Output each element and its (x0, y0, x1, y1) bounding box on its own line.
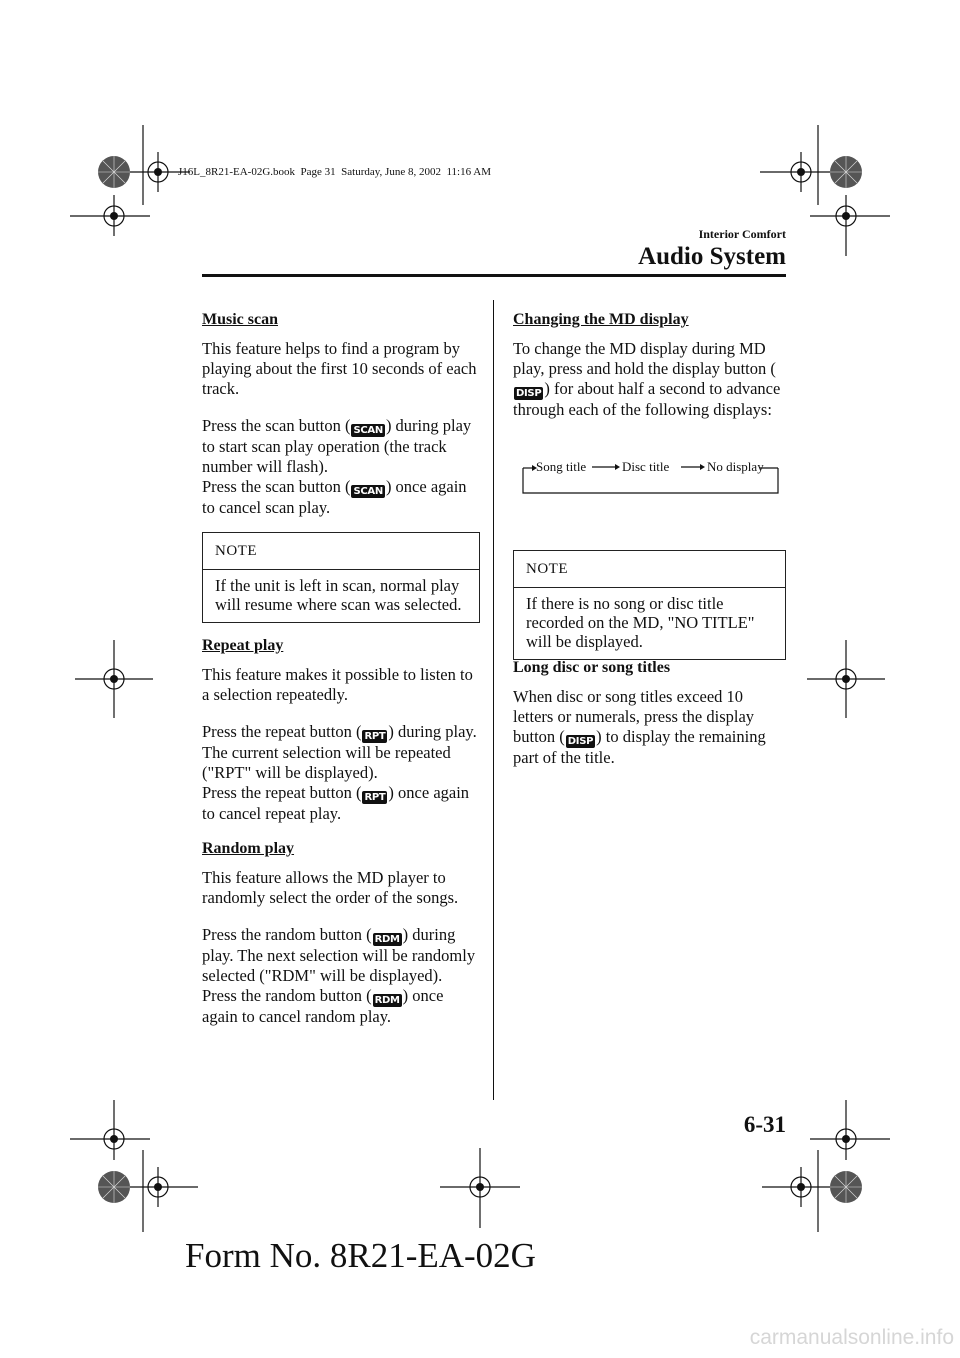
rpt-button-icon: RPT (364, 792, 386, 803)
long-titles-heading: Long disc or song titles (513, 659, 671, 676)
page-number: 6-31 (743, 1112, 786, 1137)
watermark: carmanualsonline.info (749, 1326, 954, 1349)
music-scan-intro: This feature helps to find a program by playing about the first 10 seconds of each track. (202, 339, 477, 398)
page-title: Audio System (638, 243, 786, 270)
left-column (202, 311, 480, 1027)
note-text: If the unit is left in scan, normal play will resume where scan was selected. (215, 576, 462, 614)
note-box-title (513, 550, 786, 660)
rpt-button-icon: RPT (364, 731, 386, 742)
column-divider (493, 300, 494, 1100)
repeat-play-intro: This feature makes it possible to listen to a selection repeatedly. (202, 665, 473, 704)
note-text: If there is no song or disc title recorded on the MD, "NO TITLE" will be displayed. (526, 594, 755, 651)
music-scan-instructions: Press the scan button ( SCAN ) during play to start scan play operation (the track number will flash). Press the scan button ( SCAN ) once again to cancel scan play. (202, 416, 472, 517)
disp-button-icon: DISP (567, 736, 594, 747)
form-number: Form No. 8R21-EA-02G (185, 1236, 536, 1275)
repeat-play-instructions: Press the repeat button ( RPT ) during play. The current selection will be repeated ("RPT" will be displayed). Press the repeat button ( RPT ) once again to cancel repeat play. (202, 722, 477, 823)
right-column (513, 311, 785, 420)
random-play-instructions: Press the random button ( RDM ) during play. The next selection will be randomly selected ("RDM" will be displayed). Press the random button ( RDM ) once again to cancel random play. (202, 925, 476, 1026)
book-info-line: J16L_8R21-EA-02G.book Page 31 Saturday, June 8, 2002 11:16 AM (178, 166, 491, 178)
random-play-intro: This feature allows the MD player to randomly select the order of the songs. (202, 868, 459, 907)
long-titles-section (513, 659, 785, 768)
music-scan-heading: Music scan (202, 311, 278, 328)
repeat-play-heading: Repeat play (202, 637, 284, 654)
disp-button-icon: DISP (516, 388, 542, 399)
rdm-button-icon: RDM (374, 995, 400, 1006)
header-rule (202, 274, 786, 277)
diagram-item-no-display: No display (707, 459, 764, 474)
display-cycle-diagram (522, 456, 780, 494)
scan-button-icon: SCAN (353, 486, 383, 497)
section-label: Interior Comfort (698, 227, 786, 241)
note-title: NOTE (203, 533, 479, 570)
note-box-scan (202, 532, 480, 623)
rdm-button-icon: RDM (374, 934, 400, 945)
diagram-item-disc-title: Disc title (622, 459, 670, 474)
random-play-heading: Random play (202, 840, 295, 857)
md-display-instructions: To change the MD display during MD play, press and hold the display button (DISP ) for about half a second to advance through each of the following displays: (513, 339, 781, 419)
scan-button-icon: SCAN (353, 425, 383, 436)
note-title: NOTE (514, 551, 785, 588)
diagram-item-song-title: Song title (536, 459, 587, 474)
md-display-heading: Changing the MD display (513, 311, 689, 328)
long-titles-instructions: When disc or song titles exceed 10 letters or numerals, press the display button ( DISP ) to display the remaining part of the title. (513, 687, 766, 767)
